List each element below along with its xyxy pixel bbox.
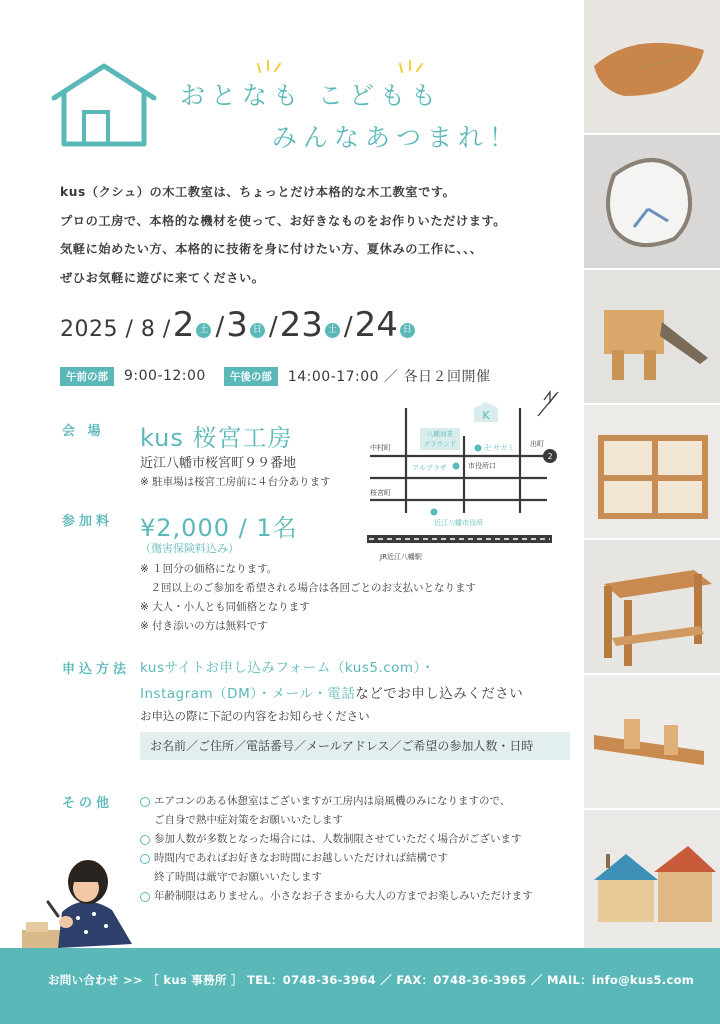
date-separator: / (268, 312, 278, 342)
time-schedule (60, 366, 509, 386)
apply-channels-suffix: などでお申し込みください (355, 686, 524, 702)
weekday-badge: 土 (196, 323, 211, 338)
fee-note: ※ 大人・小人とも同価格となります (140, 601, 310, 613)
svg-text:グラウンド: グラウンド (423, 440, 457, 448)
fee-insurance-note: （傷害保険料込み） (140, 542, 239, 555)
map-label-station: JR近江八幡駅 (380, 553, 422, 561)
fee-note: ２回以上のご参加を希望される場合は各回ごとのお支払いとなります (140, 582, 476, 594)
apply-method-line-1: kusサイトお申し込みフォーム（kus5.com）・ (140, 660, 435, 676)
parking-note: ※ 駐車場は桜宮工房前に４台分あります (140, 476, 331, 488)
weekday-badge: 土 (325, 323, 340, 338)
weekday-badge: 日 (250, 323, 265, 338)
photo-elephant-toy (584, 270, 720, 403)
list-item: 参加人数が多数となった場合には、人数制限させていただく場合がございます (140, 830, 533, 849)
map-label-sakuramiya: 桜宮町 (370, 489, 391, 497)
photo-dollhouse (584, 405, 720, 538)
north-arrow-icon (538, 392, 558, 416)
date-separator: / (343, 312, 353, 342)
venue-name: kus 桜宮工房 (140, 424, 293, 452)
sparkle-icon (256, 58, 286, 74)
apply-instruction: お申込の際に下記の内容をお知らせください (140, 709, 370, 723)
date-day: 2 (172, 305, 195, 345)
map-label-alplaza: アルプラザ (412, 464, 447, 472)
access-map (362, 388, 562, 568)
map-route-number: 2 (547, 452, 553, 461)
intro-line: ぜひお気軽に遊びに来てください。 (60, 270, 265, 285)
intro-line: 気軽に始めたい方、本格的に技術を身に付けたい方、夏休みの工作に、、、 (60, 242, 483, 256)
photo-small-houses (584, 810, 720, 948)
photo-leaf-tray (584, 0, 720, 133)
date-day: 3 (226, 305, 248, 345)
other-label: その他 (62, 796, 114, 811)
list-item: 年齢制限はありません。小さなお子さまから大人の方までお楽しみいただけます (140, 887, 533, 906)
weekday-badge: 日 (400, 323, 415, 338)
venue-label: 会 場 (62, 424, 105, 439)
event-dates (60, 305, 417, 345)
child-woodworking-photo (22, 852, 152, 952)
photo-wood-blocks (584, 675, 720, 808)
date-day: 24 (354, 305, 398, 345)
intro-line: プロの工房で、本格的な機材を使って、お好きなものをお作りいただけます。 (60, 213, 507, 228)
morning-label: 午前の部 (60, 367, 114, 386)
headline-line-2: みんなあつまれ！ (272, 123, 521, 152)
other-notes-list (140, 792, 533, 906)
map-label-nakamura: 中村町 (370, 444, 391, 452)
apply-required-info: お名前／ご住所／電話番号／メールアドレス／ご希望の参加人数・日時 (140, 732, 570, 760)
photo-clock (584, 135, 720, 268)
apply-label: 申込方法 (62, 662, 131, 677)
map-label-shiyakushoguchi: 市役所口 (468, 462, 496, 470)
house-icon (50, 62, 158, 148)
product-photo-strip (584, 0, 720, 948)
apply-method-line-2 (140, 682, 523, 702)
intro-line: kus（クシュ）の木工教室は、ちょっとだけ本格的な木工教室です。 (60, 185, 456, 199)
contact-footer: お問い合わせ >> ［ kus 事務所 ］ TEL：0748-36-3964 ／ FAX：0748-36-3965 ／ MAIL：info@kus5.com (0, 948, 720, 1024)
map-label-demachi: 出町 (530, 440, 544, 448)
fee-price: ¥2,000 / 1名 (140, 514, 298, 542)
fee-note: ※ 付き添いの方は無料です (140, 620, 268, 632)
apply-channels: Instagram（DM）・メール・電話 (140, 686, 356, 702)
date-separator: / (215, 312, 225, 342)
intro-text (60, 178, 580, 292)
list-item: 時間内であればお好きなお時間にお越しいただければ結構です 終了時間は厳守でお願いいたします (140, 849, 533, 887)
afternoon-time: 14:00-17:00 ／ 各日２回開催 (287, 369, 491, 385)
headline-line-1: おとなも こどもも (180, 81, 442, 110)
fee-note: ※ １回分の価格になります。 (140, 563, 278, 575)
venue-address: 近江八幡市桜宮町９９番地 (140, 456, 297, 471)
morning-time: 9:00-12:00 (124, 368, 206, 384)
list-item: エアコンのある休憩室はございますが工房内は扇風機のみになりますので、 ご自身で熱中症対策をお願いいたします (140, 792, 533, 830)
fee-notes (140, 560, 476, 636)
photo-table (584, 540, 720, 673)
map-label-ground: 八幡商業 (427, 430, 453, 438)
date-day: 23 (279, 305, 323, 345)
map-label-cityhall: 近江八幡市役所 (434, 519, 483, 527)
map-label-sagami: 卍 サガミ (484, 444, 515, 452)
sparkle-icon (398, 58, 428, 74)
afternoon-label: 午後の部 (224, 367, 278, 386)
map-logo: K (482, 409, 490, 422)
date-year-month: 2025 / 8 / (60, 317, 171, 342)
fee-label: 参加料 (62, 514, 114, 529)
